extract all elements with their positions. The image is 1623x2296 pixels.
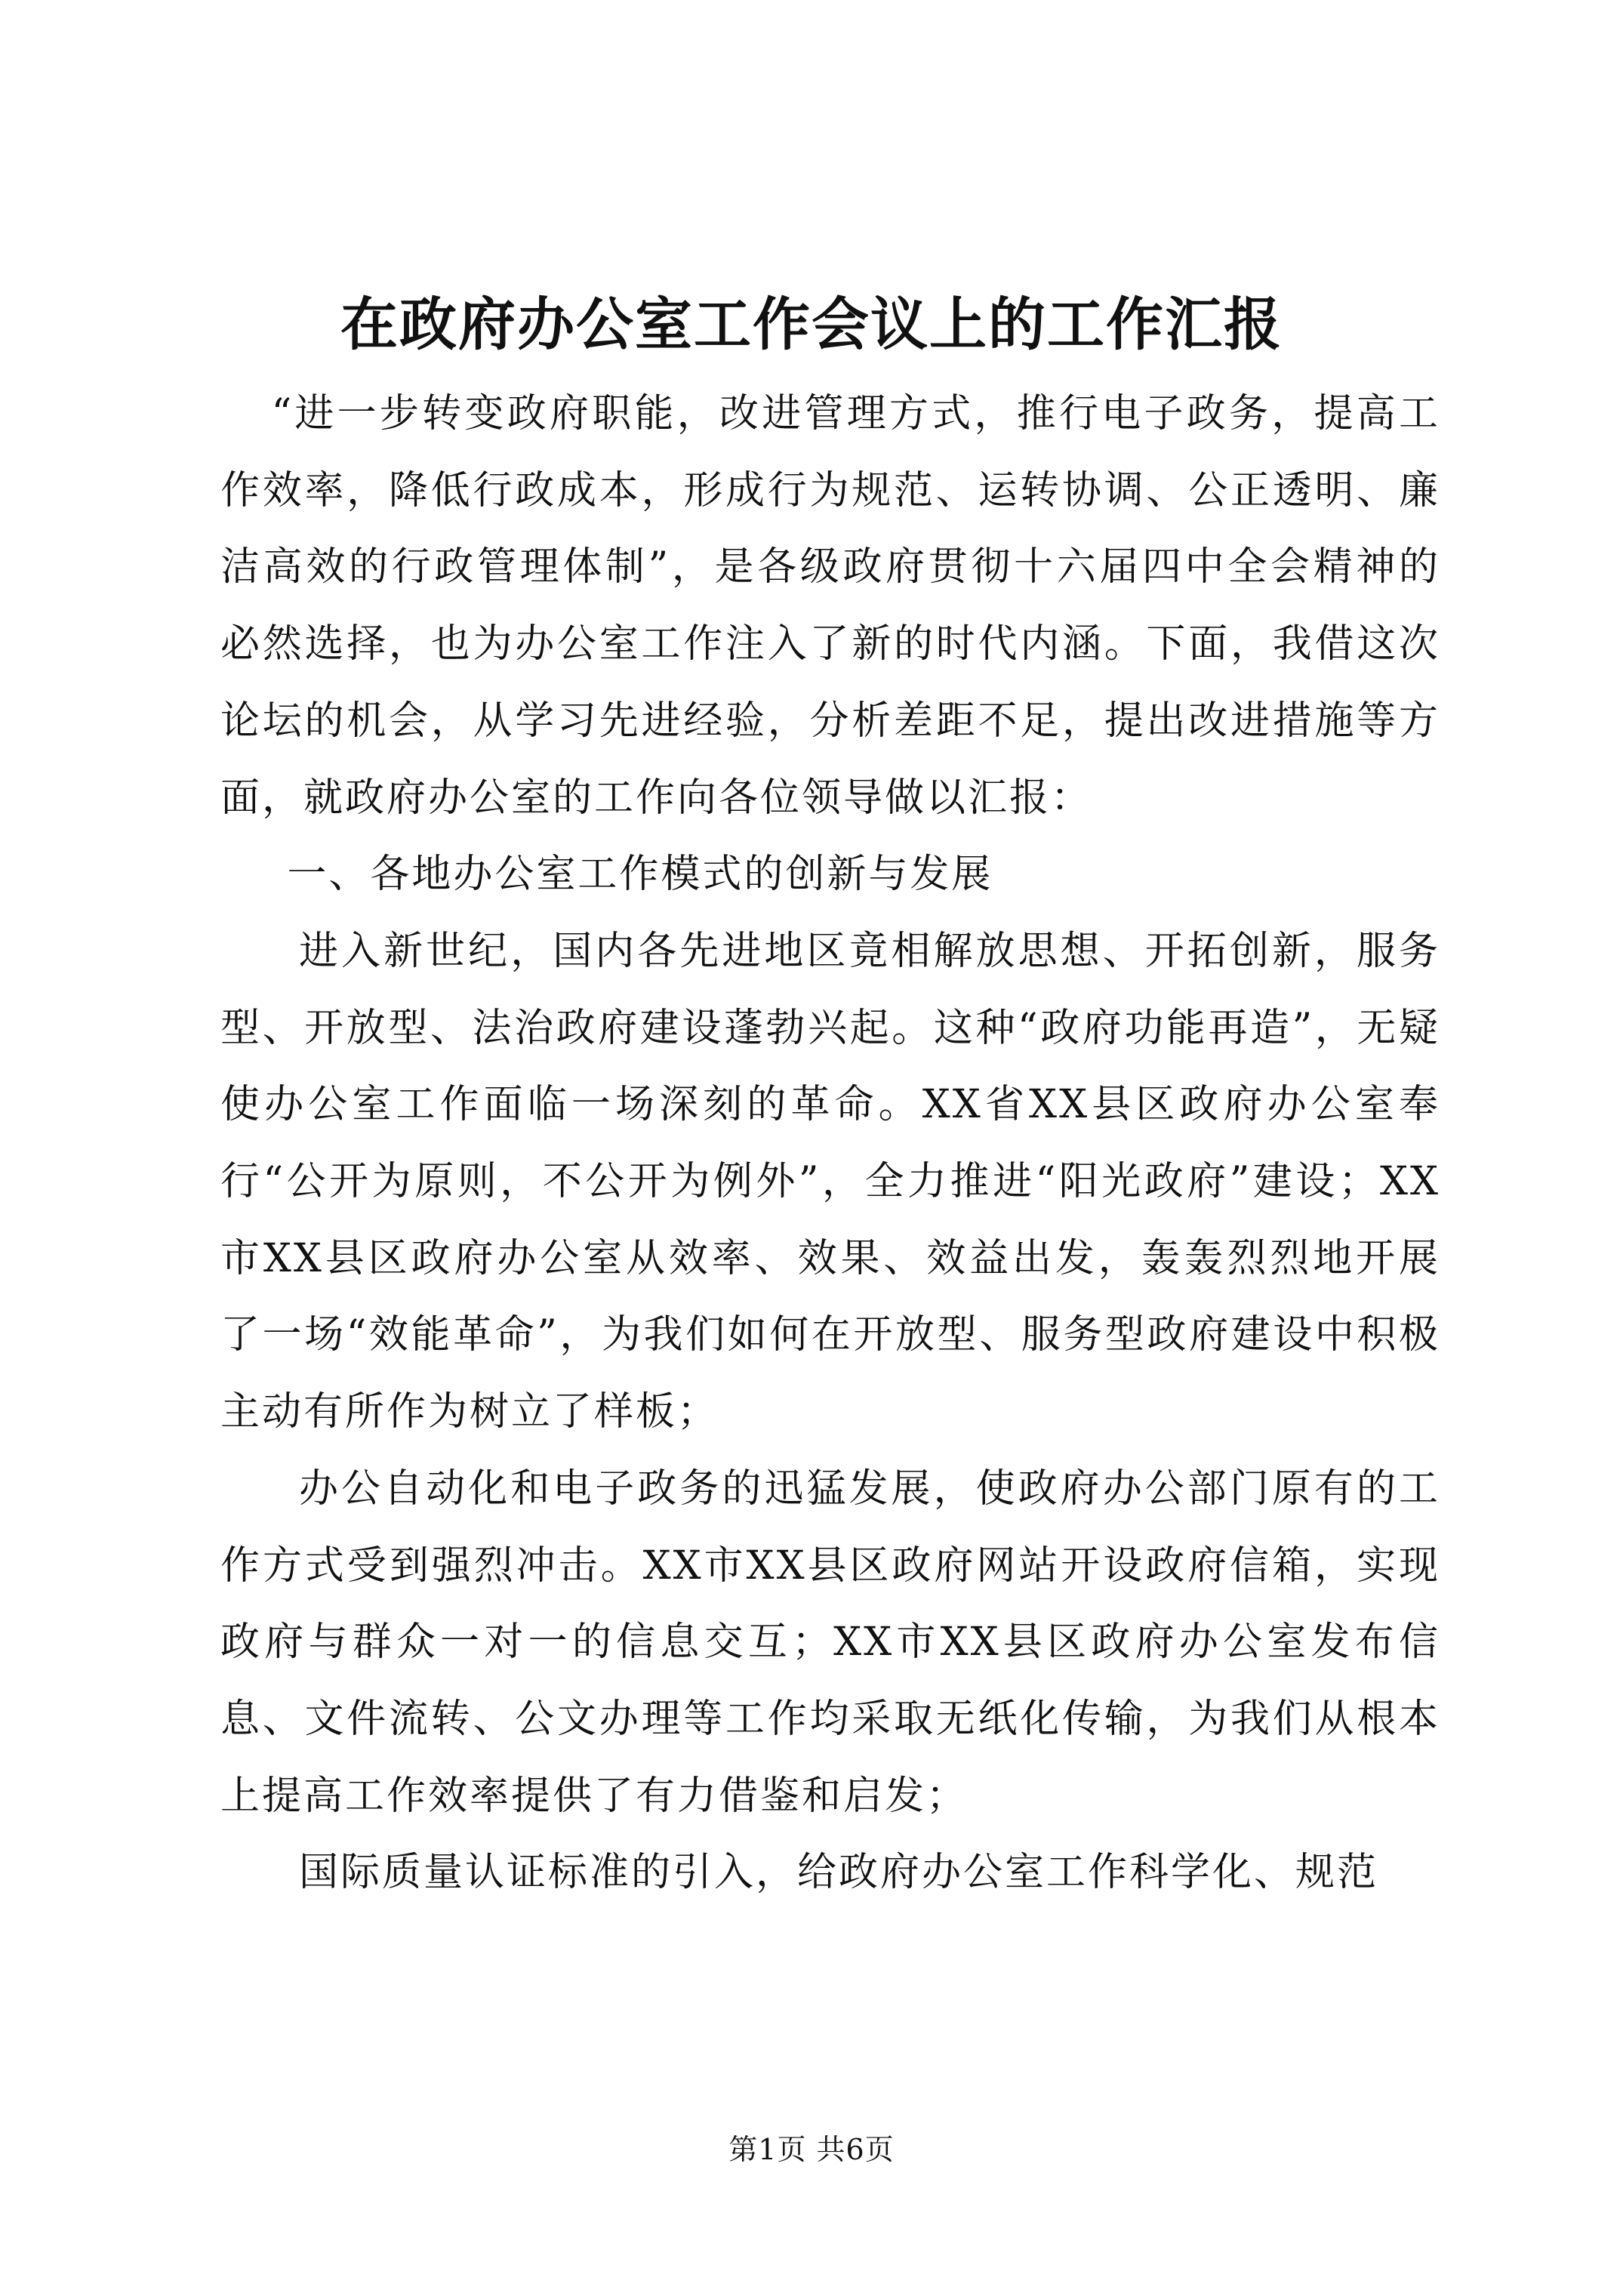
paragraph-new-century: 进入新世纪，国内各先进地区竟相解放思想、开拓创新，服务型、开放型、法治政府建设蓬勃兴起。这种“政府功能再造”，无疑使办公室工作面临一场深刻的革命。XX省XX县区政府办公室奉行“公开为原则，不公开为例外”，全力推进“阳光政府”建设；XX市XX县区政府办公室从效率、效果、效益出发，轰轰烈烈地开展了一场“效能革命”，为我们如何在开放型、服务型政府建设中积极主动有所作为树立了样板； [220,928,1440,1435]
page-number: 第1页 共6页 [728,2133,895,2166]
paragraph-office-automation: 办公自动化和电子政务的迅猛发展，使政府办公部门原有的工作方式受到强烈冲击。XX市XX县区政府网站开设政府信箱，实现政府与群众一对一的信息交互；XX市XX县区政府办公室发布信息、文件流转、公文办理等工作均采取无纸化传输，为我们从根本上提高工作效率提供了有力借鉴和启发； [220,1465,1440,1819]
document-title: 在政府办公室工作会议上的工作汇报 [340,291,1283,358]
document-body [220,376,1440,1912]
paragraph-quality-certification: 国际质量认证标准的引入，给政府办公室工作科学化、规范 [299,1850,1379,1896]
paragraph-intro: “进一步转变政府职能，改进管理方式，推行电子政务，提高工作效率，降低行政成本，形成行为规范、运转协调、公正透明、廉洁高效的行政管理体制”，是各级政府贯彻十六届四中全会精神的必然选择，也为办公室工作注入了新的时代内涵。下面，我借这次论坛的机会，从学习先进经验，分析差距不足，提出改进措施等方面，就政府办公室的工作向各位领导做以汇报： [220,391,1440,821]
section-heading: 一、各地办公室工作模式的创新与发展 [287,852,993,898]
